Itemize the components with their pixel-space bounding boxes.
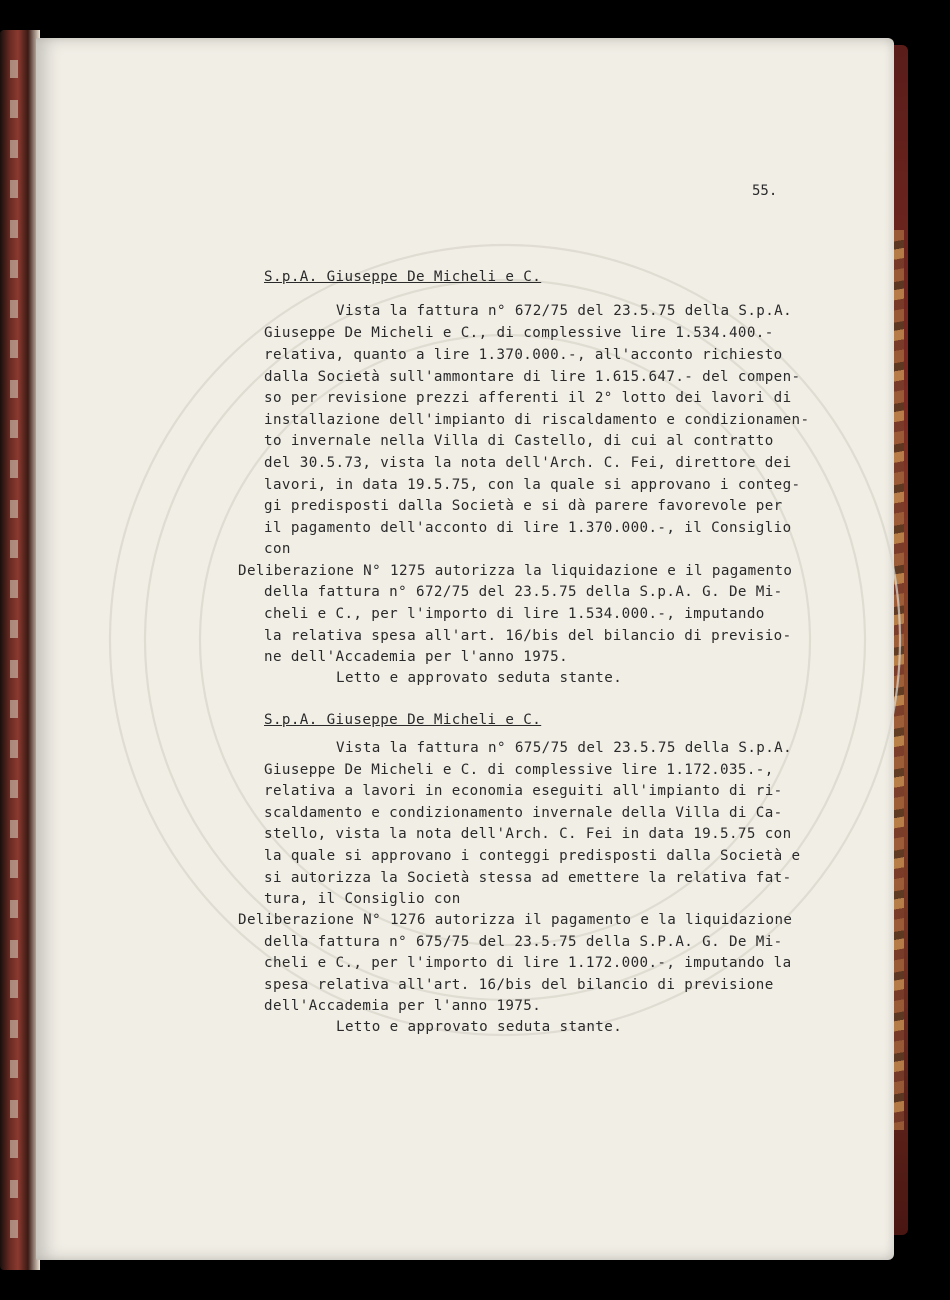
- paragraph-line: so per revisione prezzi afferenti il 2° lotto dei lavori di: [264, 390, 792, 406]
- approval-note: Letto e approvato seduta stante.: [336, 670, 623, 686]
- section-heading: S.p.A. Giuseppe De Micheli e C.: [264, 269, 542, 285]
- deliberation-line: ne dell'Accademia per l'anno 1975.: [264, 649, 569, 665]
- paragraph-line: tura, il Consiglio con: [264, 891, 461, 907]
- paragraph-line: con: [264, 541, 291, 557]
- deliberation-line: la relativa spesa all'art. 16/bis del bilancio di previsio-: [264, 628, 792, 644]
- paragraph-line: to invernale nella Villa di Castello, di cui al contratto: [264, 433, 774, 449]
- deliberation-line: dell'Accademia per l'anno 1975.: [264, 998, 542, 1014]
- paragraph-line: installazione dell'impianto di riscaldamento e condizionamen-: [264, 412, 810, 428]
- paragraph-line: gi predisposti dalla Società e si dà parere favorevole per: [264, 498, 783, 514]
- paragraph-line: lavori, in data 19.5.75, con la quale si approvano i conteg-: [264, 477, 801, 493]
- deliberation-line: spesa relativa all'art. 16/bis del bilancio di previsione: [264, 977, 774, 993]
- paragraph-line: stello, vista la nota dell'Arch. C. Fei in data 19.5.75 con: [264, 826, 792, 842]
- paragraph-line: relativa a lavori in economia eseguiti all'impianto di ri-: [264, 783, 783, 799]
- deliberation-line: della fattura n° 675/75 del 23.5.75 della S.P.A. G. De Mi-: [264, 934, 783, 950]
- paragraph-line: dalla Società sull'ammontare di lire 1.615.647.- del compen-: [264, 369, 801, 385]
- paragraph-line: del 30.5.73, vista la nota dell'Arch. C. Fei, direttore dei: [264, 455, 792, 471]
- paragraph-line: Vista la fattura n° 675/75 del 23.5.75 della S.p.A.: [336, 740, 793, 756]
- paragraph-line: Giuseppe De Micheli e C. di complessive lire 1.172.035.-,: [264, 762, 774, 778]
- binding-stitches: [10, 60, 18, 1240]
- paragraph-line: il pagamento dell'acconto di lire 1.370.000.-, il Consiglio: [264, 520, 792, 536]
- book-binding: [0, 30, 40, 1270]
- paragraph-line: relativa, quanto a lire 1.370.000.-, all'acconto richiesto: [264, 347, 783, 363]
- approval-note: Letto e approvato seduta stante.: [336, 1019, 623, 1035]
- deliberation-line: cheli e C., per l'importo di lire 1.534.000.-, imputando: [264, 606, 765, 622]
- deliberation-line: Deliberazione N° 1275 autorizza la liquidazione e il pagamento: [238, 563, 793, 579]
- paragraph-line: Vista la fattura n° 672/75 del 23.5.75 della S.p.A.: [336, 303, 793, 319]
- paragraph-line: la quale si approvano i conteggi predisposti dalla Società e: [264, 848, 801, 864]
- deliberation-line: Deliberazione N° 1276 autorizza il pagamento e la liquidazione: [238, 912, 793, 928]
- deliberation-line: cheli e C., per l'importo di lire 1.172.000.-, imputando la: [264, 955, 792, 971]
- paragraph-line: scaldamento e condizionamento invernale della Villa di Ca-: [264, 805, 783, 821]
- paragraph-line: Giuseppe De Micheli e C., di complessive lire 1.534.400.-: [264, 325, 774, 341]
- paragraph-line: si autorizza la Società stessa ad emettere la relativa fat-: [264, 870, 792, 886]
- page-number: 55.: [752, 183, 778, 199]
- deliberation-line: della fattura n° 672/75 del 23.5.75 della S.p.A. G. De Mi-: [264, 584, 783, 600]
- section-heading: S.p.A. Giuseppe De Micheli e C.: [264, 712, 542, 728]
